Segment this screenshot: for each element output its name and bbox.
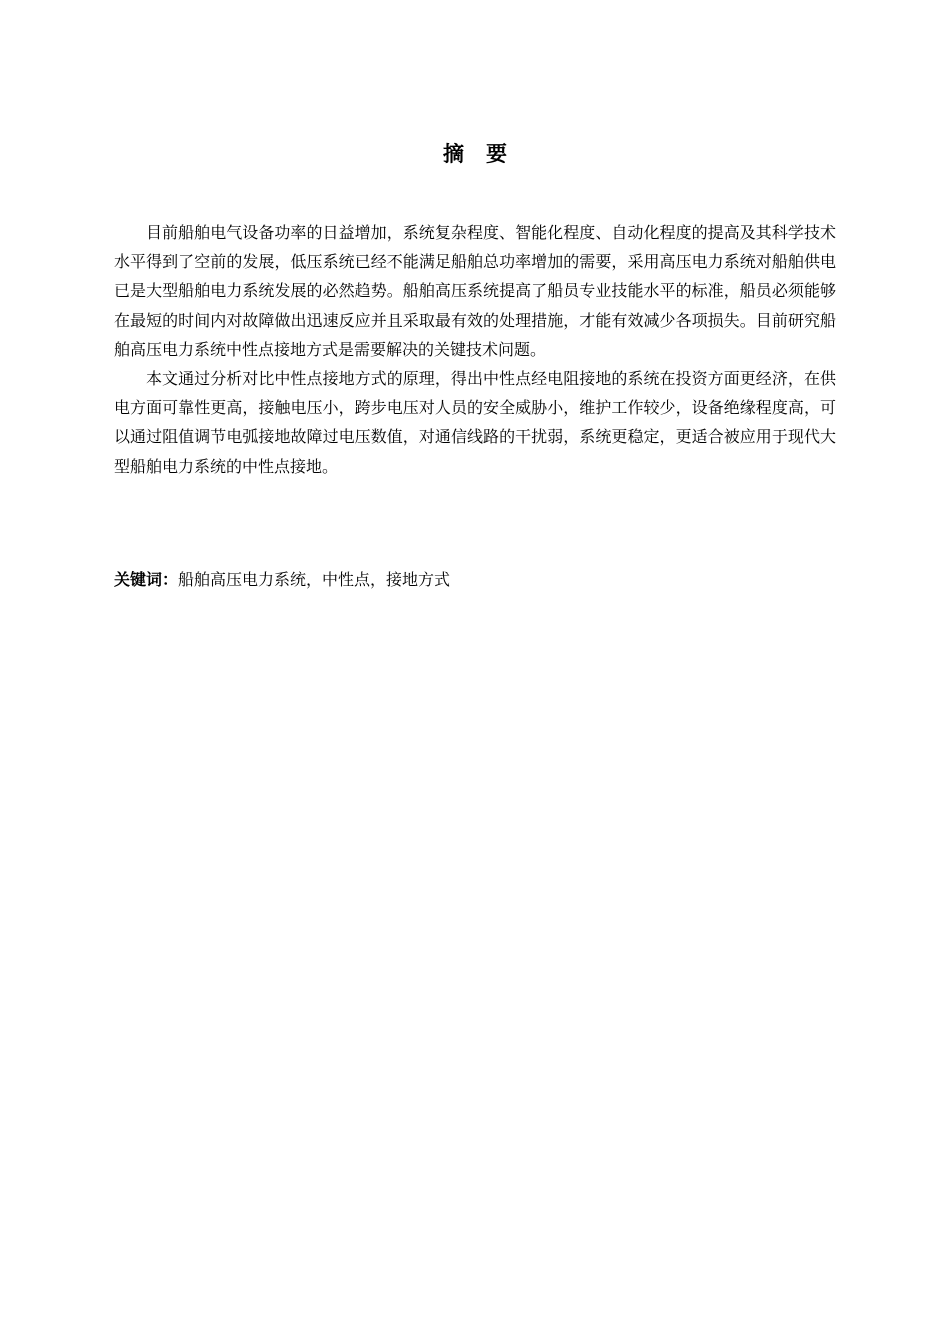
abstract-paragraph-2: 本文通过分析对比中性点接地方式的原理，得出中性点经电阻接地的系统在投资方面更经济，在供电方面可靠性更高，接触电压小，跨步电压对人员的安全威胁小，维护工作较少，设备绝缘程度高，可以通过阻值调节电弧接地故障过电压数值，对通信线路的干扰弱，系统更稳定，更适合被应用于现代大型船舶电力系统的中性点接地。 xyxy=(114,369,836,476)
keywords-label: 关键词： xyxy=(114,570,179,589)
abstract-title-char-1: 摘 xyxy=(443,142,464,166)
abstract-body xyxy=(114,218,836,481)
keywords-line xyxy=(114,567,836,593)
abstract-title-char-2: 要 xyxy=(486,142,507,166)
keywords-text: 船舶高压电力系统，中性点，接地方式 xyxy=(178,570,451,589)
abstract-paragraph-1: 目前船舶电气设备功率的日益增加，系统复杂程度、智能化程度、自动化程度的提高及其科学技术水平得到了空前的发展，低压系统已经不能满足船舶总功率增加的需要，采用高压电力系统对船舶供电已是大型船舶电力系统发展的必然趋势。船舶高压系统提高了船员专业技能水平的标准，船员必须能够在最短的时间内对故障做出迅速反应并且采取最有效的处理措施，才能有效减少各项损失。目前研究船舶高压电力系统中性点接地方式是需要解决的关键技术问题。 xyxy=(114,223,836,359)
abstract-title xyxy=(0,138,950,168)
